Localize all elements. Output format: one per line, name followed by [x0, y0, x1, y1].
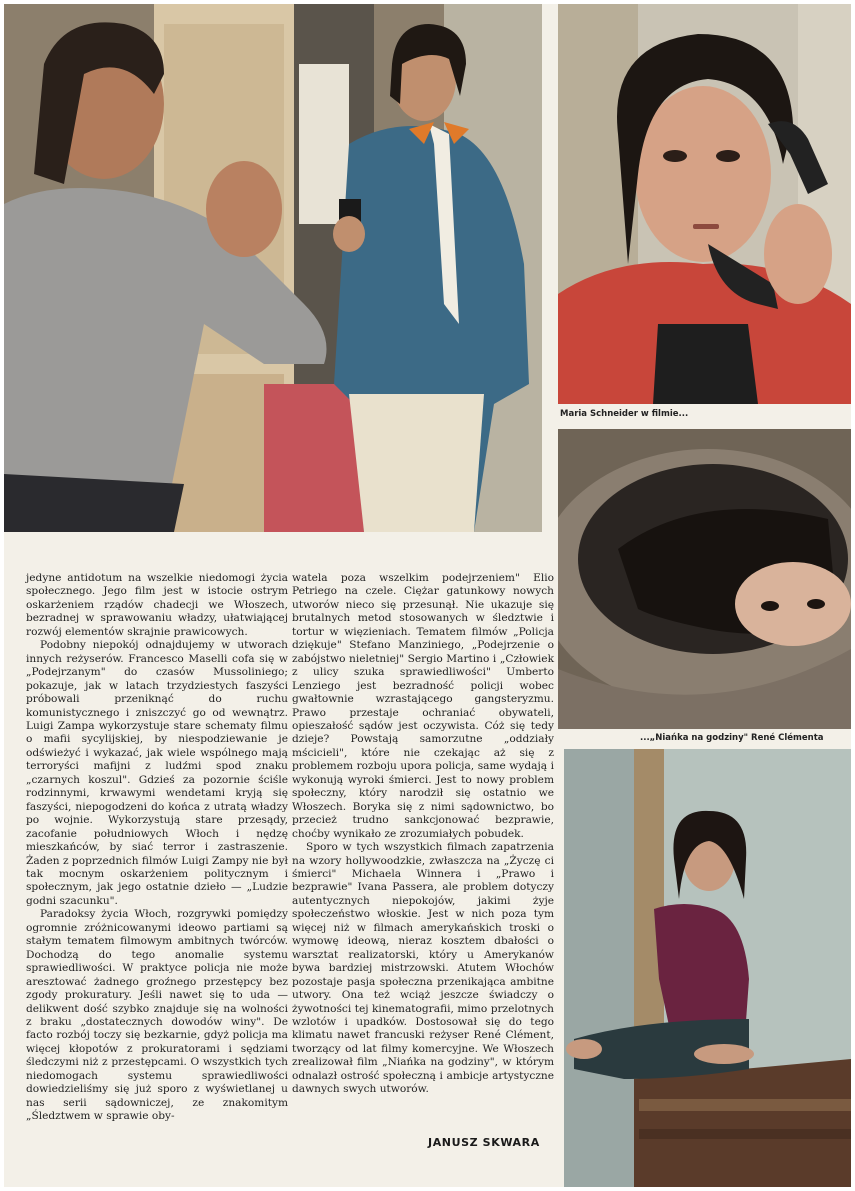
film-still-gunman: [4, 4, 542, 532]
article-column-2: [292, 572, 554, 1097]
film-still-seated-girl: [564, 749, 851, 1187]
film-still-hiding: [558, 429, 851, 729]
paragraph: Sporo w tych wszystkich filmach zapatrzenia na wzory hollywoodzkie, zwłaszcza na „Życzę ci śmierci" Michaela Winnera i „Prawo i bezprawie" Ivana Passera, ale problem dotyczy autentycznych niepokojów, jakimi żyje społeczeństwo włoskie. Jest w nich poza tym więcej niż w filmach amerykańskich troski o wymowę ideową, nieraz kosztem dbałości o warsztat realizatorski, który u Amerykanów bywa bardziej mistrzowski. Atutem Włochów pozostaje pasja społeczna przenikająca ambitne utwory. Ona też wciąż jeszcze świadczy o żywotności tej kinematografii, mimo przelotnych wzlotów i upadków. Dostosował się do tego klimatu nawet francuski reżyser René Clément, tworzący od lat filmy komercyjne. We Włoszech zrealizował film „Niańka na godziny", w którym odnalazł ostrość społeczną i ambicje artystyczne dawnych swych utworów.: [292, 841, 554, 1096]
paragraph: Paradoksy życia Włoch, rozgrywki pomiędzy ogromnie zróżnicowanymi ideowo partiami są stałym tematem filmowym ambitnych twórców. Dochodzą do tego anomalie systemu sprawiedliwości. W praktyce policja nie może aresztować żadnego groźnego przestępcy bez zgody prokuratury. Jeśli nawet się to uda — delikwent dość szybko znajduje się na wolności z braku „dostatecznych dowodów winy". De facto rozbój toczy się bezkarnie, gdyż policja ma więcej kłopotów z prokuratorami i sędziami śledczymi niż z przestępcami. O wszystkich tych niedomogach systemu sprawiedliwości dowiedzieliśmy się już sporo z wyświetlanej u nas serii sądowniczej, ze znakomitym „Śledztwem w sprawie oby-: [26, 908, 288, 1123]
magazine-page: [4, 4, 851, 1187]
author-byline: JANUSZ SKWARA: [428, 1136, 540, 1149]
film-still-telephone: [558, 4, 851, 404]
photo-caption: ...„Niańka na godziny" René Clémenta: [640, 733, 824, 743]
article-column-1: [26, 572, 288, 1124]
paragraph: jedyne antidotum na wszelkie niedomogi życia społecznego. Jego film jest w istocie ostrym oskarżeniem rządów chadecji we Włoszech, bezradnej w sprawowaniu władzy, ułatwiającej rozwój elementów skrajnie prawicowych.: [26, 572, 288, 638]
photo-caption: Maria Schneider w filmie...: [560, 409, 689, 419]
paragraph: Podobny niepokój odnajdujemy w utworach innych reżyserów. Francesco Maselli cofa się w „Podejrzanym" do czasów Mussoliniego; pokazuje, jak w latach trzydziestych faszyści próbowali przeniknąć do ruchu komunistycznego i zniszczyć go od wewnątrz. Luigi Zampa wykorzystuje stare schematy filmu o mafii sycylijskiej, by niespodziewanie je odświeżyć i wykazać, jak wiele wspólnego mają terroryści mafijni z ludźmi spod znaku „czarnych koszul". Gdzieś za pozornie ściśle rodzinnymi, krwawymi wendetami kryją się faszyści, niepogodzeni do końca z utratą władzy po wojnie. Wykorzystują stare przesądy, zacofanie południowych Włoch i nędzę mieszkańców, by siać terror i zastraszenie. Żaden z poprzednich filmów Luigi Zampy nie był tak mocnym oskarżeniem politycznym i społecznym, jak jego ostatnie dzieło — „Ludzie godni szacunku".: [26, 639, 288, 907]
paragraph: watela poza wszelkim podejrzeniem" Elio Petriego na czele. Ciężar gatunkowy nowych utworów nieco się przesunął. Nie ukazuje się brutalnych metod stosowanych w śledztwie i tortur w więzieniach. Tematem filmów „Policja dziękuje" Stefano Manziniego, „Podejrzenie o zabójstwo nieletniej" Sergio Martino i „Człowiek z ulicy szuka sprawiedliwości" Umberto Lenziego jest bezradność policji wobec gwałtownie wzrastającego gangsteryzmu. Prawo przestaje ochraniać obywateli, opieszałość sądów jest oczywista. Cóż się tedy dzieje? Powstają samorzutne „oddziały mścicieli", które nie czekając aż się z problemem rozboju upora policja, same wydają i wykonują wyroki śmierci. Jest to nowy problem społeczny, który narodził się ostatnio we Włoszech. Boryka się z nimi sądownictwo, bo przecież trudno sankcjonować bezprawie, choćby wynikało ze zrozumiałych pobudek.: [292, 572, 554, 840]
